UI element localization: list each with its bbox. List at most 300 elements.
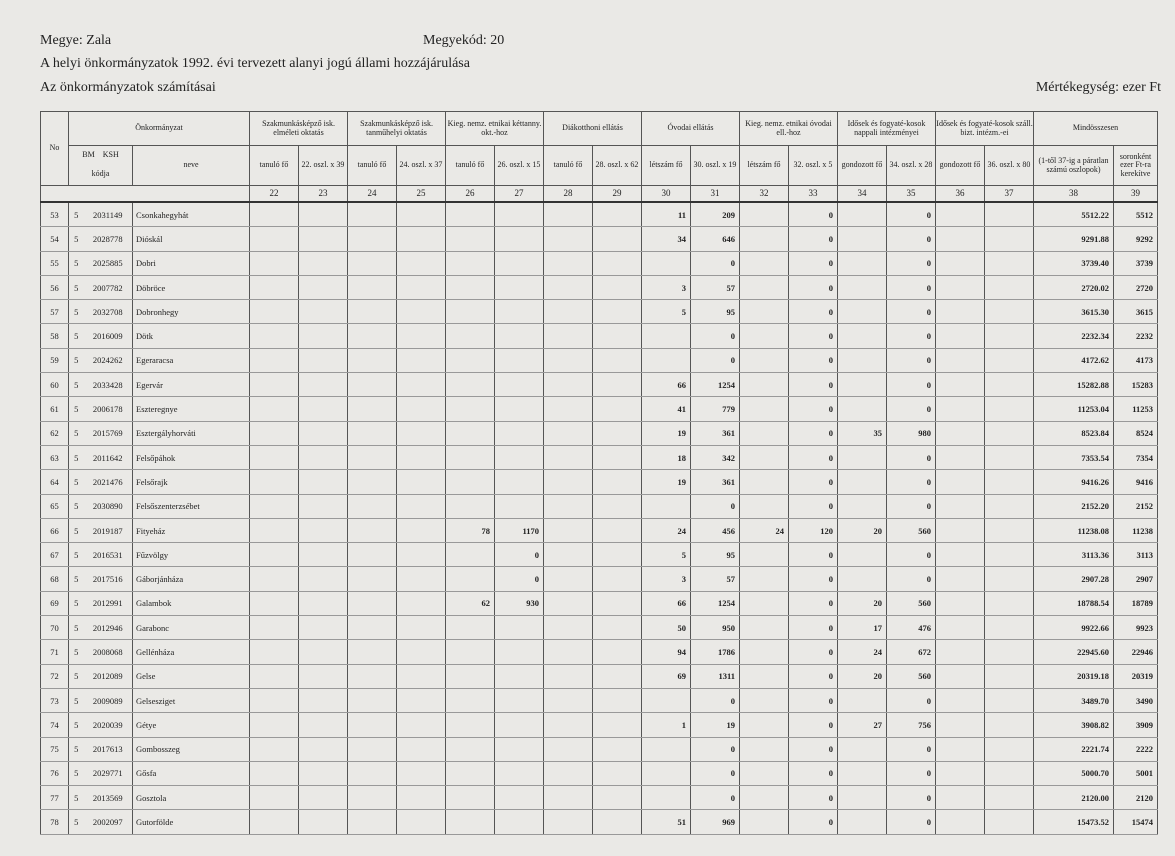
cell-38: 2720.02 xyxy=(1034,275,1114,299)
table-row xyxy=(41,202,1158,227)
col-number: 34 xyxy=(838,186,887,203)
cell-25 xyxy=(397,810,446,834)
cell-36 xyxy=(936,397,985,421)
bm-code: 5 xyxy=(69,786,84,810)
cell-22 xyxy=(250,737,299,761)
cell-38: 5000.70 xyxy=(1034,761,1114,785)
cell-30 xyxy=(642,494,691,518)
cell-35: 0 xyxy=(887,543,936,567)
cell-37 xyxy=(985,616,1034,640)
row-number: 71 xyxy=(41,640,69,664)
cell-38: 4172.62 xyxy=(1034,348,1114,372)
col-number: 27 xyxy=(495,186,544,203)
cell-31: 342 xyxy=(691,445,740,469)
cell-24 xyxy=(348,445,397,469)
bm-code: 5 xyxy=(69,664,84,688)
cell-31: 0 xyxy=(691,494,740,518)
cell-34 xyxy=(838,494,887,518)
table-row xyxy=(41,227,1158,251)
table-row xyxy=(41,445,1158,469)
cell-38: 9416.26 xyxy=(1034,470,1114,494)
cell-33: 0 xyxy=(789,397,838,421)
header-sub: tanuló fő xyxy=(544,146,593,186)
cell-37 xyxy=(985,761,1034,785)
cell-31: 361 xyxy=(691,421,740,445)
cell-38: 15282.88 xyxy=(1034,373,1114,397)
table-row xyxy=(41,324,1158,348)
bm-code: 5 xyxy=(69,348,84,372)
row-number: 54 xyxy=(41,227,69,251)
cell-26 xyxy=(446,275,495,299)
header-sub: 22. oszl. x 39 xyxy=(299,146,348,186)
cell-23 xyxy=(299,397,348,421)
cell-36 xyxy=(936,616,985,640)
cell-22 xyxy=(250,373,299,397)
header-group-kieg-ovoda: Kieg. nemz. etnikai óvodai ell.-hoz xyxy=(740,112,838,146)
cell-25 xyxy=(397,373,446,397)
cell-38: 5512.22 xyxy=(1034,202,1114,227)
cell-39: 7354 xyxy=(1114,445,1158,469)
cell-23 xyxy=(299,688,348,712)
document-subtitle: Az önkormányzatok számításai xyxy=(40,80,216,95)
cell-32 xyxy=(740,397,789,421)
cell-28 xyxy=(544,591,593,615)
cell-39: 20319 xyxy=(1114,664,1158,688)
cell-34 xyxy=(838,688,887,712)
cell-23 xyxy=(299,591,348,615)
cell-37 xyxy=(985,713,1034,737)
cell-29 xyxy=(593,737,642,761)
cell-23 xyxy=(299,640,348,664)
bm-code: 5 xyxy=(69,397,84,421)
cell-29 xyxy=(593,688,642,712)
cell-33: 0 xyxy=(789,640,838,664)
row-number: 76 xyxy=(41,761,69,785)
cell-33: 0 xyxy=(789,445,838,469)
cell-39: 3490 xyxy=(1114,688,1158,712)
cell-32 xyxy=(740,567,789,591)
cell-33: 0 xyxy=(789,567,838,591)
table-row xyxy=(41,470,1158,494)
cell-33: 0 xyxy=(789,202,838,227)
row-number: 55 xyxy=(41,251,69,275)
bm-code: 5 xyxy=(69,470,84,494)
bm-code: 5 xyxy=(69,227,84,251)
cell-25 xyxy=(397,543,446,567)
cell-35: 0 xyxy=(887,275,936,299)
cell-37 xyxy=(985,373,1034,397)
cell-24 xyxy=(348,640,397,664)
cell-38: 8523.84 xyxy=(1034,421,1114,445)
cell-28 xyxy=(544,761,593,785)
cell-22 xyxy=(250,640,299,664)
cell-25 xyxy=(397,202,446,227)
cell-35: 980 xyxy=(887,421,936,445)
cell-27 xyxy=(495,421,544,445)
ksh-code: 2031149 xyxy=(84,202,133,227)
cell-30: 41 xyxy=(642,397,691,421)
cell-29 xyxy=(593,591,642,615)
cell-23 xyxy=(299,324,348,348)
cell-28 xyxy=(544,397,593,421)
cell-22 xyxy=(250,761,299,785)
cell-35: 560 xyxy=(887,664,936,688)
municipality-name: Gosztola xyxy=(133,786,250,810)
cell-39: 2152 xyxy=(1114,494,1158,518)
cell-28 xyxy=(544,300,593,324)
cell-31: 646 xyxy=(691,227,740,251)
col-number: 25 xyxy=(397,186,446,203)
cell-29 xyxy=(593,761,642,785)
cell-26 xyxy=(446,251,495,275)
cell-26 xyxy=(446,445,495,469)
cell-36 xyxy=(936,543,985,567)
cell-37 xyxy=(985,470,1034,494)
cell-32 xyxy=(740,445,789,469)
cell-37 xyxy=(985,251,1034,275)
cell-33: 0 xyxy=(789,761,838,785)
cell-26 xyxy=(446,543,495,567)
cell-22 xyxy=(250,664,299,688)
cell-24 xyxy=(348,713,397,737)
header-group-kieg-okt: Kieg. nemz. etnikai kéttanny. okt.-hoz xyxy=(446,112,544,146)
cell-31: 0 xyxy=(691,761,740,785)
municipality-name: Felsőszenterzsébet xyxy=(133,494,250,518)
cell-30 xyxy=(642,348,691,372)
cell-25 xyxy=(397,567,446,591)
header-sub: 24. oszl. x 37 xyxy=(397,146,446,186)
table-row xyxy=(41,616,1158,640)
municipality-name: Gutorfölde xyxy=(133,810,250,834)
cell-23 xyxy=(299,227,348,251)
cell-25 xyxy=(397,737,446,761)
cell-36 xyxy=(936,445,985,469)
cell-31: 209 xyxy=(691,202,740,227)
ksh-code: 2002097 xyxy=(84,810,133,834)
table-row xyxy=(41,397,1158,421)
table-row xyxy=(41,251,1158,275)
cell-34 xyxy=(838,275,887,299)
cell-33: 0 xyxy=(789,470,838,494)
cell-39: 2232 xyxy=(1114,324,1158,348)
document-title: A helyi önkormányzatok 1992. évi tervezett alanyi jogú állami hozzájárulása xyxy=(40,56,470,71)
cell-37 xyxy=(985,737,1034,761)
cell-28 xyxy=(544,518,593,542)
cell-26: 62 xyxy=(446,591,495,615)
cell-22 xyxy=(250,202,299,227)
cell-31: 0 xyxy=(691,737,740,761)
table-row xyxy=(41,713,1158,737)
cell-27 xyxy=(495,616,544,640)
cell-25 xyxy=(397,324,446,348)
col-number: 37 xyxy=(985,186,1034,203)
cell-38: 3489.70 xyxy=(1034,688,1114,712)
row-number: 68 xyxy=(41,567,69,591)
cell-28 xyxy=(544,275,593,299)
cell-34 xyxy=(838,445,887,469)
cell-33: 0 xyxy=(789,591,838,615)
bm-code: 5 xyxy=(69,373,84,397)
cell-27 xyxy=(495,494,544,518)
cell-35: 0 xyxy=(887,373,936,397)
cell-23 xyxy=(299,543,348,567)
cell-36 xyxy=(936,591,985,615)
cell-36 xyxy=(936,713,985,737)
cell-35: 560 xyxy=(887,591,936,615)
cell-24 xyxy=(348,470,397,494)
county-code-label: Megyekód: 20 xyxy=(423,33,505,48)
row-number: 72 xyxy=(41,664,69,688)
bm-code: 5 xyxy=(69,251,84,275)
cell-25 xyxy=(397,688,446,712)
bm-code: 5 xyxy=(69,543,84,567)
cell-37 xyxy=(985,640,1034,664)
header-kodja: kódja xyxy=(69,164,133,186)
cell-28 xyxy=(544,616,593,640)
cell-23 xyxy=(299,518,348,542)
ksh-code: 2012991 xyxy=(84,591,133,615)
header-sub: 34. oszl. x 28 xyxy=(887,146,936,186)
cell-26: 78 xyxy=(446,518,495,542)
col-number: 39 xyxy=(1114,186,1158,203)
cell-28 xyxy=(544,445,593,469)
cell-38: 3615.30 xyxy=(1034,300,1114,324)
cell-31: 0 xyxy=(691,786,740,810)
cell-36 xyxy=(936,664,985,688)
ksh-code: 2028778 xyxy=(84,227,133,251)
cell-34: 17 xyxy=(838,616,887,640)
cell-27 xyxy=(495,810,544,834)
cell-38: 11253.04 xyxy=(1034,397,1114,421)
cell-26 xyxy=(446,421,495,445)
cell-22 xyxy=(250,397,299,421)
cell-34 xyxy=(838,470,887,494)
header-sub: létszám fő xyxy=(740,146,789,186)
cell-27 xyxy=(495,275,544,299)
cell-26 xyxy=(446,567,495,591)
cell-28 xyxy=(544,494,593,518)
cell-39: 2720 xyxy=(1114,275,1158,299)
cell-30: 66 xyxy=(642,373,691,397)
cell-24 xyxy=(348,543,397,567)
cell-23 xyxy=(299,737,348,761)
cell-22 xyxy=(250,616,299,640)
cell-24 xyxy=(348,494,397,518)
cell-24 xyxy=(348,275,397,299)
cell-25 xyxy=(397,227,446,251)
cell-38: 22945.60 xyxy=(1034,640,1114,664)
municipality-name: Gombosszeg xyxy=(133,737,250,761)
cell-23 xyxy=(299,445,348,469)
header-sub: tanuló fő xyxy=(348,146,397,186)
data-table-wrapper xyxy=(40,111,1158,835)
cell-34 xyxy=(838,567,887,591)
cell-30: 19 xyxy=(642,421,691,445)
cell-31: 0 xyxy=(691,348,740,372)
municipality-name: Galambok xyxy=(133,591,250,615)
table-row xyxy=(41,518,1158,542)
cell-37 xyxy=(985,518,1034,542)
cell-38: 3113.36 xyxy=(1034,543,1114,567)
cell-30: 51 xyxy=(642,810,691,834)
cell-29 xyxy=(593,543,642,567)
col-number: 22 xyxy=(250,186,299,203)
cell-24 xyxy=(348,202,397,227)
cell-37 xyxy=(985,810,1034,834)
cell-37 xyxy=(985,494,1034,518)
cell-32 xyxy=(740,616,789,640)
cell-30: 34 xyxy=(642,227,691,251)
table-row xyxy=(41,761,1158,785)
cell-27 xyxy=(495,737,544,761)
cell-29 xyxy=(593,373,642,397)
cell-39: 2120 xyxy=(1114,786,1158,810)
bm-code: 5 xyxy=(69,275,84,299)
bm-code: 5 xyxy=(69,737,84,761)
bm-code: 5 xyxy=(69,567,84,591)
cell-33: 0 xyxy=(789,688,838,712)
cell-22 xyxy=(250,227,299,251)
bm-code: 5 xyxy=(69,616,84,640)
cell-30: 69 xyxy=(642,664,691,688)
cell-31: 57 xyxy=(691,567,740,591)
table-row xyxy=(41,664,1158,688)
cell-26 xyxy=(446,300,495,324)
bm-code: 5 xyxy=(69,202,84,227)
municipality-name: Gellénháza xyxy=(133,640,250,664)
row-number: 67 xyxy=(41,543,69,567)
row-number: 62 xyxy=(41,421,69,445)
cell-25 xyxy=(397,397,446,421)
cell-38: 11238.08 xyxy=(1034,518,1114,542)
municipality-name: Dióskál xyxy=(133,227,250,251)
bm-code: 5 xyxy=(69,810,84,834)
cell-29 xyxy=(593,713,642,737)
cell-37 xyxy=(985,543,1034,567)
bm-code: 5 xyxy=(69,713,84,737)
cell-27 xyxy=(495,640,544,664)
cell-23 xyxy=(299,470,348,494)
header-group-idosek-nappali: Idősek és fogyaté-kosok nappali intézményei xyxy=(838,112,936,146)
cell-39: 11238 xyxy=(1114,518,1158,542)
cell-30: 19 xyxy=(642,470,691,494)
cell-35: 0 xyxy=(887,761,936,785)
cell-24 xyxy=(348,591,397,615)
municipality-name: Dobri xyxy=(133,251,250,275)
cell-30: 5 xyxy=(642,543,691,567)
cell-28 xyxy=(544,421,593,445)
header-bm-ksh xyxy=(69,146,133,164)
cell-27 xyxy=(495,251,544,275)
cell-39: 9292 xyxy=(1114,227,1158,251)
cell-38: 9922.66 xyxy=(1034,616,1114,640)
ksh-code: 2009089 xyxy=(84,688,133,712)
cell-22 xyxy=(250,810,299,834)
ksh-code: 2032708 xyxy=(84,300,133,324)
cell-33: 0 xyxy=(789,324,838,348)
cell-37 xyxy=(985,397,1034,421)
municipality-name: Eszteregnye xyxy=(133,397,250,421)
ksh-code: 2017516 xyxy=(84,567,133,591)
cell-28 xyxy=(544,543,593,567)
cell-30: 3 xyxy=(642,275,691,299)
cell-32 xyxy=(740,373,789,397)
cell-32 xyxy=(740,713,789,737)
cell-33: 0 xyxy=(789,494,838,518)
header-sub: (1-től 37-ig a páratlan számú oszlopok) xyxy=(1034,146,1114,186)
cell-36 xyxy=(936,640,985,664)
cell-34 xyxy=(838,810,887,834)
cell-31: 1786 xyxy=(691,640,740,664)
cell-38: 20319.18 xyxy=(1034,664,1114,688)
cell-30: 11 xyxy=(642,202,691,227)
table-row xyxy=(41,348,1158,372)
cell-29 xyxy=(593,397,642,421)
row-number: 64 xyxy=(41,470,69,494)
cell-28 xyxy=(544,786,593,810)
cell-29 xyxy=(593,810,642,834)
cell-38: 2232.34 xyxy=(1034,324,1114,348)
cell-36 xyxy=(936,518,985,542)
cell-39: 22946 xyxy=(1114,640,1158,664)
row-number: 70 xyxy=(41,616,69,640)
cell-37 xyxy=(985,591,1034,615)
cell-22 xyxy=(250,688,299,712)
cell-37 xyxy=(985,688,1034,712)
cell-30 xyxy=(642,324,691,348)
header-group-ovoda: Óvodai ellátás xyxy=(642,112,740,146)
municipality-name: Döbröce xyxy=(133,275,250,299)
cell-22 xyxy=(250,713,299,737)
cell-30: 94 xyxy=(642,640,691,664)
header-sub: 26. oszl. x 15 xyxy=(495,146,544,186)
header-neve: neve xyxy=(133,146,250,186)
municipality-name: Gősfa xyxy=(133,761,250,785)
cell-22 xyxy=(250,494,299,518)
ksh-code: 2015769 xyxy=(84,421,133,445)
cell-27 xyxy=(495,300,544,324)
header-sub: létszám fő xyxy=(642,146,691,186)
cell-25 xyxy=(397,591,446,615)
cell-32 xyxy=(740,786,789,810)
table-row xyxy=(41,494,1158,518)
cell-31: 361 xyxy=(691,470,740,494)
ksh-code: 2008068 xyxy=(84,640,133,664)
row-number: 75 xyxy=(41,737,69,761)
row-number: 59 xyxy=(41,348,69,372)
header-no: No xyxy=(41,112,69,186)
cell-37 xyxy=(985,300,1034,324)
cell-38: 9291.88 xyxy=(1034,227,1114,251)
cell-23 xyxy=(299,421,348,445)
cell-31: 779 xyxy=(691,397,740,421)
cell-23 xyxy=(299,494,348,518)
cell-23 xyxy=(299,810,348,834)
cell-22 xyxy=(250,567,299,591)
cell-36 xyxy=(936,300,985,324)
cell-32 xyxy=(740,251,789,275)
cell-37 xyxy=(985,421,1034,445)
cell-23 xyxy=(299,567,348,591)
cell-38: 2152.20 xyxy=(1034,494,1114,518)
cell-36 xyxy=(936,786,985,810)
cell-26 xyxy=(446,664,495,688)
cell-25 xyxy=(397,761,446,785)
cell-22 xyxy=(250,518,299,542)
cell-29 xyxy=(593,227,642,251)
cell-25 xyxy=(397,300,446,324)
cell-25 xyxy=(397,445,446,469)
